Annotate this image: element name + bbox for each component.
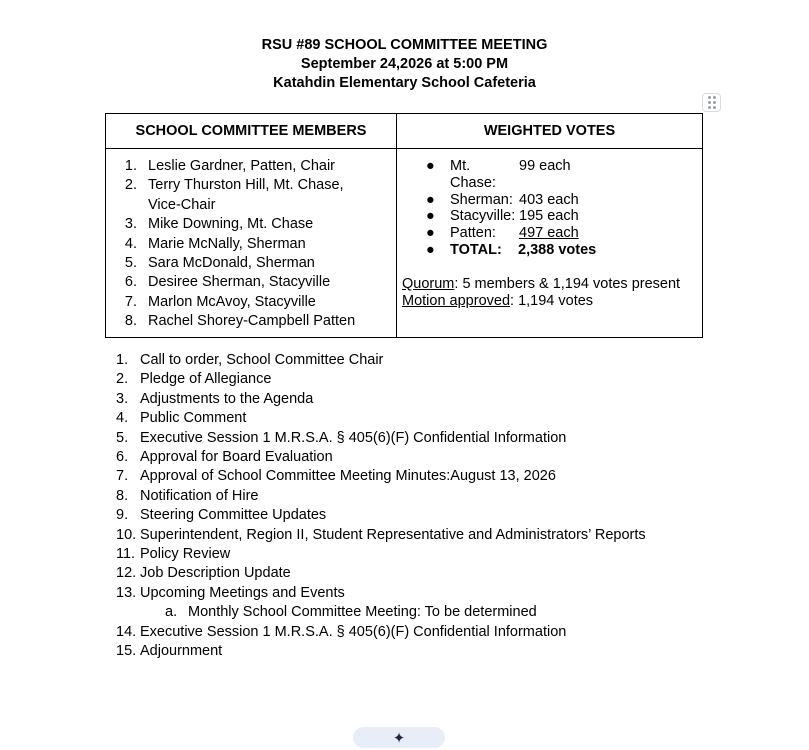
bullet-icon: ● [426, 208, 435, 225]
member-number: 6. [124, 274, 137, 291]
agenda-text: Policy Review [140, 546, 231, 563]
agenda-number: 13. [116, 584, 137, 601]
members-column-header: SCHOOL COMMITTEE MEMBERS [106, 114, 397, 149]
quorum-notes [397, 276, 702, 310]
agenda-item [105, 623, 646, 642]
agenda-text: Superintendent, Region II, Student Representative and Administrators’ Reports [140, 526, 646, 543]
member-item [106, 157, 396, 176]
vote-item [397, 192, 702, 209]
votes-column-header: WEIGHTED VOTES [397, 114, 703, 149]
agenda-number: 10. [116, 526, 137, 543]
motion-text: : 1,194 votes [510, 292, 594, 309]
member-name: Rachel Shorey-Campbell Patten [148, 313, 356, 330]
table-drag-handle[interactable] [702, 93, 721, 112]
agenda-item [105, 467, 646, 486]
member-name: Desiree Sherman, Stacyville [148, 274, 331, 291]
agenda-item [105, 564, 646, 583]
agenda-number: 8. [116, 487, 129, 504]
bullet-icon: ● [426, 241, 435, 258]
vote-town: Sherman: [450, 191, 513, 208]
agenda-number: 1. [116, 352, 129, 368]
member-number: 1. [124, 158, 137, 174]
meeting-title: RSU #89 SCHOOL COMMITTEE MEETING [261, 37, 548, 53]
vote-town: Stacyville: [450, 208, 516, 225]
member-number: 7. [124, 293, 137, 310]
agenda-number: 5. [116, 429, 129, 446]
motion-label: Motion approved [402, 292, 511, 309]
vote-town: Mt. Chase: [450, 158, 496, 191]
agenda-number: 2. [116, 371, 129, 388]
agenda-item [105, 584, 646, 603]
agenda-text: Notification of Hire [140, 487, 259, 504]
agenda-text: Executive Session 1 M.R.S.A. § 405(6)(F) Confidential Information [140, 623, 567, 640]
vote-total-value: 2,388 votes [518, 241, 597, 258]
member-item [106, 254, 396, 273]
member-item [106, 273, 396, 292]
member-name: Sara McDonald, Sherman [148, 255, 315, 272]
member-number: 3. [124, 216, 137, 233]
agenda-number: 3. [116, 390, 129, 407]
agenda-text: Upcoming Meetings and Events [140, 584, 345, 601]
motion-line [402, 293, 702, 310]
vote-value: 497 each [519, 225, 579, 242]
sparkle-icon: ✦ [392, 729, 406, 747]
document-header [0, 36, 809, 93]
agenda-number: 11. [116, 546, 136, 563]
vote-value: 403 each [519, 191, 579, 208]
ai-assist-button[interactable] [353, 727, 445, 748]
agenda-item [105, 487, 646, 506]
drag-handle-icon [708, 96, 716, 109]
agenda-item [105, 526, 646, 545]
agenda-item [105, 390, 646, 409]
agenda-list [105, 351, 646, 662]
members-list [106, 149, 396, 332]
agenda-text: Pledge of Allegiance [140, 371, 272, 388]
quorum-label: Quorum [402, 275, 455, 292]
agenda-number: 4. [116, 410, 129, 427]
votes-cell[interactable] [397, 149, 703, 338]
agenda-text: Public Comment [140, 410, 247, 427]
agenda-item [105, 370, 646, 389]
agenda-item [105, 642, 646, 661]
agenda-text: Executive Session 1 M.R.S.A. § 405(6)(F) Confidential Information [140, 429, 567, 446]
member-name: Marie McNally, Sherman [148, 235, 306, 252]
agenda-item [105, 448, 646, 467]
member-item [106, 293, 396, 312]
agenda-item [105, 351, 646, 370]
member-name: Leslie Gardner, Patten, Chair [148, 158, 335, 174]
agenda-text: Steering Committee Updates [140, 507, 327, 524]
member-item [106, 176, 396, 215]
agenda-text: Approval of School Committee Meeting Minutes:August 13, 2026 [140, 468, 556, 485]
agenda-item [105, 409, 646, 428]
members-cell[interactable] [106, 149, 397, 338]
member-name: Terry Thurston Hill, Mt. Chase, Vice-Chair [148, 177, 344, 213]
members-votes-table [105, 113, 703, 338]
vote-item [397, 242, 702, 259]
agenda-number: 6. [116, 449, 129, 466]
vote-item [397, 208, 702, 225]
vote-value: 99 each [519, 158, 571, 174]
bullet-icon: ● [426, 191, 435, 208]
meeting-datetime: September 24,2026 at 5:00 PM [300, 56, 509, 72]
agenda-number: 14. [116, 623, 137, 640]
agenda-text: Adjournment [140, 643, 223, 660]
vote-town: Patten: [450, 225, 496, 242]
bullet-icon: ● [426, 158, 435, 174]
bullet-icon: ● [426, 225, 435, 242]
agenda-item [105, 545, 646, 564]
quorum-text: : 5 members & 1,194 votes present [454, 275, 681, 292]
member-item [106, 215, 396, 234]
agenda-text: Job Description Update [140, 565, 291, 582]
meeting-location: Katahdin Elementary School Cafeteria [273, 75, 536, 91]
agenda-subtext: Monthly School Committee Meeting: To be determined [188, 604, 537, 621]
member-item [106, 312, 396, 331]
agenda-number: 9. [116, 507, 129, 524]
quorum-line [402, 276, 702, 293]
agenda-subitem [105, 603, 646, 622]
agenda-number: 15. [116, 643, 137, 660]
agenda-item [105, 506, 646, 525]
votes-list [397, 149, 702, 259]
agenda-text: Approval for Board Evaluation [140, 449, 333, 466]
agenda-text: Call to order, School Committee Chair [140, 352, 384, 368]
vote-value: 195 each [519, 208, 579, 225]
member-name: Marlon McAvoy, Stacyville [148, 293, 316, 310]
member-number: 4. [124, 235, 137, 252]
member-name: Mike Downing, Mt. Chase [148, 216, 314, 233]
agenda-text: Adjustments to the Agenda [140, 390, 314, 407]
agenda-item [105, 429, 646, 448]
member-number: 2. [124, 177, 137, 194]
member-number: 5. [124, 255, 137, 272]
agenda-subnumber: a. [165, 604, 178, 621]
vote-total-label: TOTAL: [450, 241, 502, 258]
member-item [106, 235, 396, 254]
vote-item [397, 225, 702, 242]
agenda-number: 7. [116, 468, 129, 485]
agenda-number: 12. [116, 565, 137, 582]
member-number: 8. [124, 313, 137, 330]
vote-item [397, 158, 702, 192]
